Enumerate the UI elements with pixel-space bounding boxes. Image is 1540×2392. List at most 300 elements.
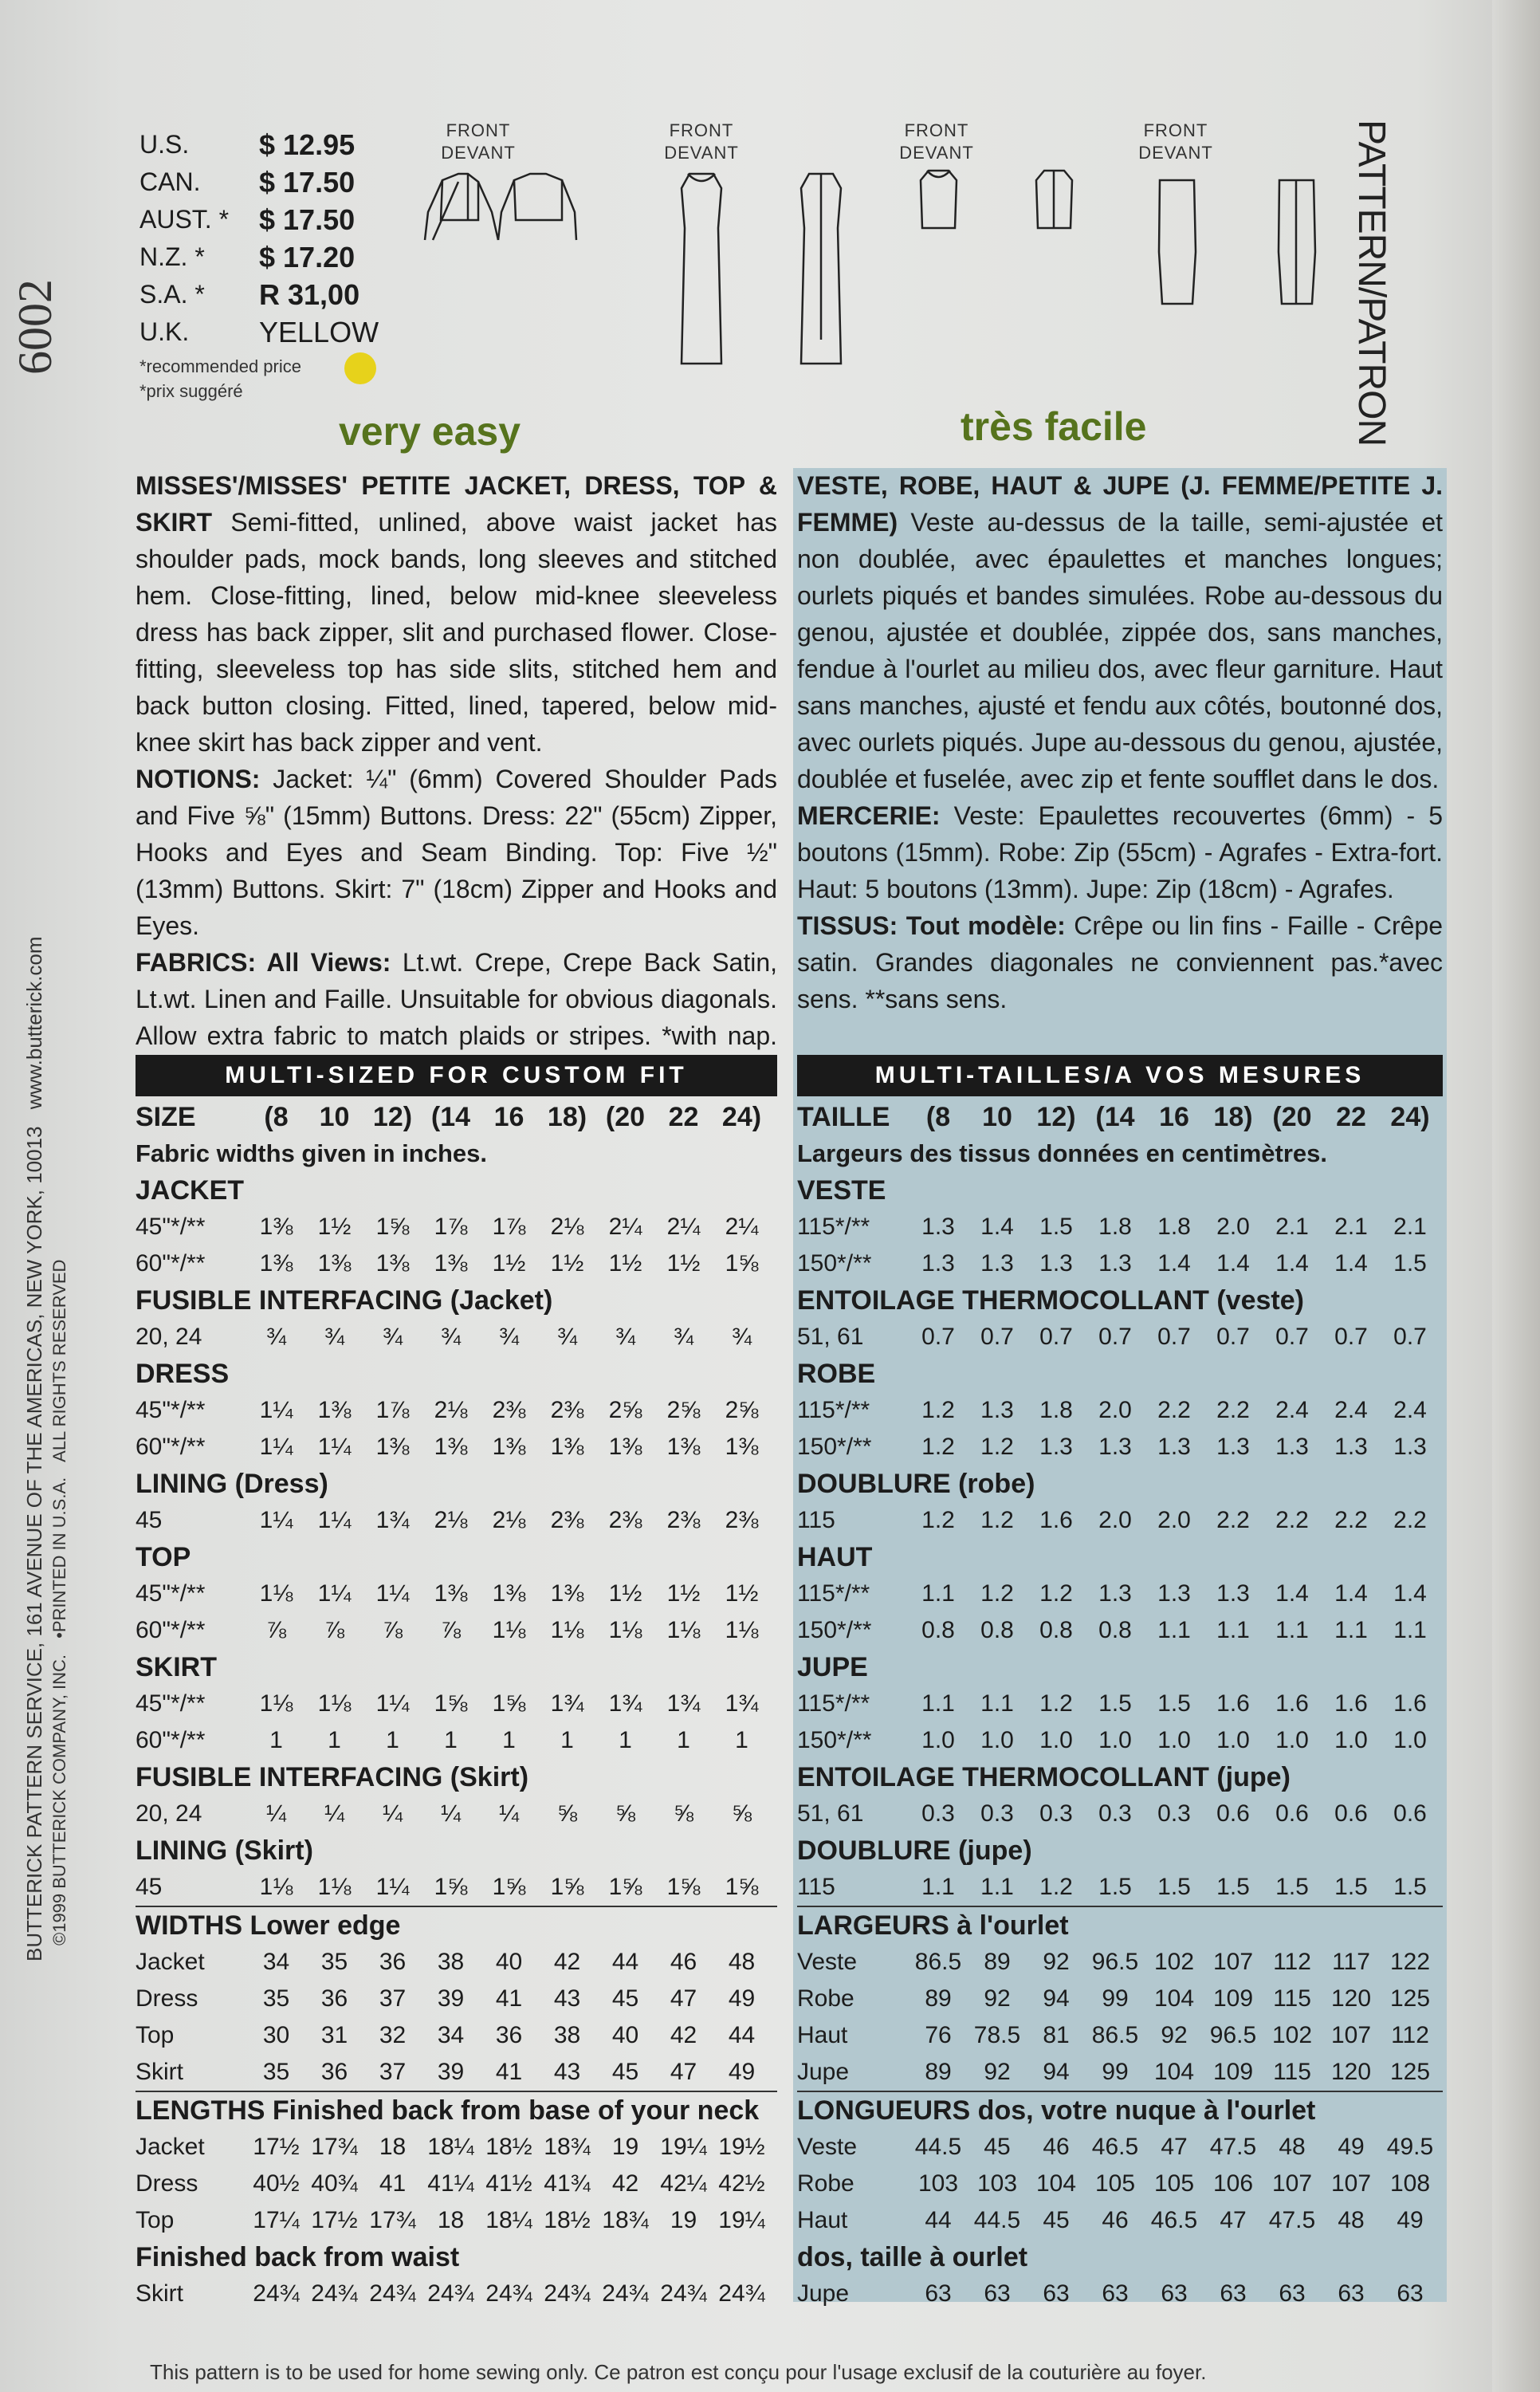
table-cell: 2⅛	[550, 1214, 584, 1240]
table-cell: 104	[1035, 2170, 1077, 2197]
table-cell: 1⅜	[259, 1214, 293, 1240]
size-header-row	[797, 1099, 1443, 1135]
table-cell: 107	[1271, 2170, 1313, 2197]
table-cell: 1.2	[921, 1507, 955, 1533]
table-cell: 0.8	[1039, 1617, 1073, 1643]
table-cell: 41	[379, 2170, 407, 2197]
table-cell: ¾	[615, 1324, 636, 1350]
table-cell: 41¾	[544, 2170, 591, 2197]
table-cell: 1.5	[1157, 1874, 1191, 1900]
table-cell: 99	[1102, 1985, 1129, 2012]
size-cell: 10	[319, 1101, 350, 1132]
table-cell: 122	[1389, 1949, 1431, 1975]
table-row	[797, 1686, 1443, 1722]
price-row	[139, 163, 379, 201]
table-cell: ¾	[324, 1324, 345, 1350]
table-cell: 104	[1153, 2059, 1195, 2085]
table-cell: 2⅜	[608, 1507, 642, 1533]
table-cell: 1⅜	[608, 1434, 642, 1460]
table-cell: 2.0	[1216, 1214, 1250, 1240]
table-cell: 1⅜	[666, 1434, 701, 1460]
price-note: *recommended price *prix suggéré	[139, 356, 301, 401]
table-cell: 96.5	[1091, 1949, 1139, 1975]
table-cell: 1	[619, 1727, 632, 1753]
table-row	[136, 1686, 777, 1722]
dress-front-back-sketch	[658, 164, 849, 372]
table-cell: 1⅜	[317, 1250, 352, 1277]
table-cell: 1½	[550, 1250, 584, 1277]
table-row	[136, 1981, 777, 2017]
table-cell: 1.3	[980, 1397, 1014, 1423]
table-cell: 1.5	[1098, 1874, 1132, 1900]
table-cell: 1.0	[1216, 1727, 1250, 1753]
table-cell: 1	[328, 1727, 341, 1753]
table-row	[136, 2129, 777, 2166]
table-cell: 1⅝	[608, 1874, 642, 1900]
table-cell: 2.0	[1098, 1507, 1132, 1533]
table-row	[136, 1869, 777, 1907]
table-cell: 34	[437, 2022, 465, 2048]
table-cell: 125	[1389, 1985, 1431, 2012]
table-row	[136, 1612, 777, 1649]
jacket-front-back-sketch	[418, 164, 578, 252]
table-cell: ¼	[265, 1800, 287, 1827]
section-heading: DRESS	[136, 1358, 230, 1389]
table-cell: 2¼	[666, 1214, 701, 1240]
table-cell: 2.1	[1393, 1214, 1427, 1240]
top-front-back-sketch	[893, 164, 1084, 260]
table-cell: 35	[262, 2059, 290, 2085]
table-cell: 1.3	[1157, 1580, 1191, 1607]
table-cell: 0.6	[1275, 1800, 1309, 1827]
table-cell: 1⅛	[550, 1617, 584, 1643]
table-cell: 1.2	[980, 1434, 1014, 1460]
table-cell: 47	[1220, 2207, 1247, 2233]
table-cell: 49.5	[1386, 2134, 1434, 2160]
table-cell: 2⅛	[434, 1507, 468, 1533]
section-heading: LINING (Skirt)	[136, 1835, 313, 1866]
table-row	[797, 2166, 1443, 2202]
price-country: N.Z. *	[139, 242, 205, 271]
table-row	[136, 1796, 777, 1832]
section-heading: FUSIBLE INTERFACING (Jacket)	[136, 1285, 553, 1316]
table-row	[136, 2054, 777, 2092]
table-cell: 45	[611, 1985, 639, 2012]
table-cell: 18½	[485, 2134, 532, 2160]
table-cell: ¾	[440, 1324, 462, 1350]
price-row	[139, 126, 379, 163]
table-cell: ⅝	[731, 1800, 752, 1827]
table-cell: 1¼	[375, 1874, 410, 1900]
table-cell: 47	[670, 1985, 697, 2012]
table-cell: 2.2	[1157, 1397, 1191, 1423]
table-cell: 1.3	[980, 1250, 1014, 1277]
table-cell: 44.5	[973, 2207, 1021, 2233]
row-label: 45	[136, 1507, 163, 1533]
table-row	[136, 2276, 777, 2312]
table-cell: 0.7	[1393, 1324, 1427, 1350]
table-cell: 92	[984, 1985, 1011, 2012]
table-cell: ⅞	[265, 1617, 287, 1643]
table-cell: 19¼	[660, 2134, 707, 2160]
table-cell: 0.7	[1275, 1324, 1309, 1350]
table-cell: 1.3	[1216, 1434, 1250, 1460]
row-label: Jupe	[797, 2059, 850, 2085]
row-label: Robe	[797, 2170, 854, 2197]
table-cell: 1⅜	[725, 1434, 759, 1460]
table-cell: 1.4	[1393, 1580, 1427, 1607]
table-cell: 38	[553, 2022, 581, 2048]
table-cell: 2⅜	[725, 1507, 759, 1533]
table-cell: 105	[1153, 2170, 1195, 2197]
row-label: Skirt	[136, 2280, 183, 2307]
table-cell: 19½	[718, 2134, 765, 2160]
price-country: S.A. *	[139, 280, 205, 309]
table-row	[797, 1722, 1443, 1759]
table-cell: 42½	[718, 2170, 765, 2197]
table-cell: ¼	[382, 1800, 403, 1827]
table-cell: 2⅛	[492, 1507, 526, 1533]
table-cell: 1.4	[980, 1214, 1014, 1240]
price-value: YELLOW	[259, 315, 379, 348]
row-label: 115*/**	[797, 1580, 870, 1607]
price-value: $ 17.50	[259, 203, 356, 236]
table-cell: 1¾	[608, 1690, 642, 1717]
table-cell: 1.2	[1039, 1580, 1073, 1607]
row-label: 115*/**	[797, 1214, 870, 1240]
table-cell: 1½	[725, 1580, 759, 1607]
size-cell: (20	[1272, 1101, 1312, 1132]
table-cell: 49	[728, 1985, 756, 2012]
row-label: 150*/**	[797, 1727, 872, 1753]
table-row	[797, 2129, 1443, 2166]
table-cell: 63	[1338, 2280, 1365, 2307]
section-heading: Finished back from waist	[136, 2241, 460, 2272]
table-cell: 47.5	[1268, 2207, 1316, 2233]
row-label: Dress	[136, 2170, 198, 2197]
table-cell: 76	[925, 2022, 952, 2048]
table-cell: 89	[984, 1949, 1011, 1975]
table-cell: 92	[1043, 1949, 1070, 1975]
table-cell: 48	[1338, 2207, 1365, 2233]
size-label: SIZE	[136, 1101, 196, 1132]
section-heading: JUPE	[797, 1651, 868, 1682]
size-cell: 12)	[1036, 1101, 1076, 1132]
table-cell: ¾	[382, 1324, 403, 1350]
row-label: 45	[136, 1874, 163, 1900]
yardage-table-english	[136, 1099, 777, 2312]
table-cell: 1.5	[1039, 1214, 1073, 1240]
row-label: Jupe	[797, 2280, 850, 2307]
table-row	[136, 1209, 777, 1245]
table-cell: 1.0	[1098, 1727, 1132, 1753]
table-cell: 1.3	[1275, 1434, 1309, 1460]
table-cell: 1.5	[1098, 1690, 1132, 1717]
table-cell: 1.0	[1157, 1727, 1191, 1753]
size-cell: (14	[430, 1101, 471, 1132]
row-label: 45"*/**	[136, 1690, 206, 1717]
table-row	[136, 1944, 777, 1981]
table-cell: 109	[1212, 1985, 1254, 2012]
row-label: 115*/**	[797, 1690, 870, 1717]
table-cell: 37	[379, 2059, 407, 2085]
table-cell: 1.1	[921, 1580, 955, 1607]
row-label: Top	[136, 2022, 175, 2048]
table-cell: 1⅝	[492, 1874, 526, 1900]
table-cell: 36	[320, 1985, 348, 2012]
table-cell: 1	[502, 1727, 516, 1753]
table-cell: 0.7	[980, 1324, 1014, 1350]
tres-facile-label: très facile	[961, 404, 1147, 449]
fabric-widths-note: Largeurs des tissus données en centimètres.	[797, 1139, 1328, 1167]
section-heading: dos, taille à ourlet	[797, 2241, 1028, 2272]
size-header-row	[136, 1099, 777, 1135]
table-cell: 1.6	[1039, 1507, 1073, 1533]
table-cell: 63	[1220, 2280, 1247, 2307]
row-label: 115	[797, 1874, 835, 1900]
table-cell: 1.3	[1098, 1250, 1132, 1277]
table-cell: 1.2	[1039, 1690, 1073, 1717]
section-heading: ROBE	[797, 1358, 876, 1389]
table-cell: 1⅝	[434, 1874, 468, 1900]
table-cell: 0.7	[1157, 1324, 1191, 1350]
row-label: Dress	[136, 1985, 198, 2012]
table-cell: 40	[495, 1949, 523, 1975]
table-cell: 2¼	[608, 1214, 642, 1240]
copyright-side-text: ©1999 BUTTERICK COMPANY, INC. •PRINTED IN U.S.A. ALL RIGHTS RESERVED	[49, 1259, 69, 1945]
row-label: 51, 61	[797, 1324, 864, 1350]
table-cell: 102	[1271, 2022, 1313, 2048]
row-label: Haut	[797, 2022, 848, 2048]
table-cell: 2⅛	[434, 1397, 468, 1423]
price-row	[139, 201, 379, 238]
table-row	[136, 1429, 777, 1465]
section-heading: LARGEURS à l'ourlet	[797, 1910, 1069, 1941]
table-cell: 24¾	[602, 2280, 649, 2307]
table-cell: 42	[611, 2170, 639, 2197]
table-cell: 120	[1330, 1985, 1372, 2012]
table-cell: 1.1	[1393, 1617, 1427, 1643]
table-cell: 96.5	[1209, 2022, 1257, 2048]
table-cell: 40	[611, 2022, 639, 2048]
table-cell: 1.5	[1334, 1874, 1368, 1900]
price-country: U.S.	[139, 130, 190, 159]
table-cell: 112	[1273, 1949, 1311, 1975]
size-cell: 18)	[547, 1101, 587, 1132]
table-row	[797, 1319, 1443, 1355]
table-cell: 0.6	[1393, 1800, 1427, 1827]
table-cell: 24¾	[427, 2280, 474, 2307]
table-cell: 1.4	[1157, 1250, 1191, 1277]
table-cell: 0.7	[1098, 1324, 1132, 1350]
row-label: Jacket	[136, 2134, 205, 2160]
table-cell: ¼	[324, 1800, 345, 1827]
section-heading: VESTE	[797, 1174, 886, 1206]
table-cell: 1.2	[980, 1580, 1014, 1607]
price-country: AUST. *	[139, 205, 230, 234]
table-row	[797, 2202, 1443, 2239]
table-cell: 1.1	[921, 1690, 955, 1717]
table-cell: 0.3	[1039, 1800, 1073, 1827]
row-label: 20, 24	[136, 1324, 202, 1350]
pattern-patron-label: PATTERN/PATRON	[1350, 120, 1393, 447]
table-cell: 40¾	[311, 2170, 358, 2197]
table-cell: 1.5	[1157, 1690, 1191, 1717]
publisher-side-text: BUTTERICK PATTERN SERVICE, 161 AVENUE OF THE AMERICAS, NEW YORK, 10013 www.butterick.com	[22, 936, 46, 1961]
table-cell: 1.3	[1393, 1434, 1427, 1460]
table-cell: 34	[262, 1949, 290, 1975]
table-cell: 2.1	[1275, 1214, 1309, 1240]
jacket-sketches: FRONT DEVANT	[418, 120, 578, 256]
table-cell: 0.6	[1216, 1800, 1250, 1827]
table-row	[797, 1502, 1443, 1539]
table-cell: 1.6	[1216, 1690, 1250, 1717]
table-cell: 1.4	[1275, 1250, 1309, 1277]
table-cell: 43	[553, 2059, 581, 2085]
table-row	[797, 2017, 1443, 2054]
top-sketches: FRONT DEVANT	[893, 120, 1084, 264]
table-cell: 2⅜	[666, 1507, 701, 1533]
table-cell: 18	[379, 2134, 407, 2160]
table-cell: ⅞	[324, 1617, 345, 1643]
table-cell: 1	[269, 1727, 283, 1753]
table-cell: 63	[1279, 2280, 1306, 2307]
table-cell: 1⅝	[725, 1250, 759, 1277]
table-cell: 1.4	[1275, 1580, 1309, 1607]
table-cell: 1⅜	[492, 1434, 526, 1460]
table-cell: 1⅜	[317, 1397, 352, 1423]
row-label: 150*/**	[797, 1250, 872, 1277]
table-cell: 1¾	[725, 1690, 759, 1717]
table-row	[797, 2276, 1443, 2312]
table-cell: 39	[437, 2059, 465, 2085]
table-cell: 1⅞	[492, 1214, 526, 1240]
table-cell: 2.2	[1393, 1507, 1427, 1533]
table-cell: 2⅜	[550, 1507, 584, 1533]
table-row	[136, 2202, 777, 2239]
table-cell: ⅝	[556, 1800, 578, 1827]
table-cell: 48	[728, 1949, 756, 1975]
table-cell: 43	[553, 1985, 581, 2012]
table-cell: 1⅜	[375, 1250, 410, 1277]
table-cell: 2⅜	[550, 1397, 584, 1423]
table-cell: 1	[735, 1727, 748, 1753]
table-cell: 0.8	[980, 1617, 1014, 1643]
section-heading: DOUBLURE (jupe)	[797, 1835, 1032, 1866]
table-cell: 63	[1397, 2280, 1424, 2307]
table-cell: 17¼	[253, 2207, 300, 2233]
table-row	[797, 1429, 1443, 1465]
table-row	[797, 1612, 1443, 1649]
price-list	[139, 126, 379, 351]
table-cell: 63	[1161, 2280, 1188, 2307]
table-cell: 1½	[666, 1250, 701, 1277]
table-cell: 1.6	[1393, 1690, 1427, 1717]
table-cell: 1⅛	[259, 1690, 293, 1717]
table-cell: 1.1	[980, 1874, 1014, 1900]
table-cell: 1.3	[1334, 1434, 1368, 1460]
table-cell: 18½	[544, 2207, 591, 2233]
table-cell: 1⅛	[492, 1617, 526, 1643]
table-cell: 2.1	[1334, 1214, 1368, 1240]
table-cell: 0.3	[1157, 1800, 1191, 1827]
table-cell: 24¾	[660, 2280, 707, 2307]
table-cell: 1.0	[1393, 1727, 1427, 1753]
section-heading: TOP	[136, 1541, 191, 1572]
table-cell: 46	[1102, 2207, 1129, 2233]
dress-sketches: FRONT DEVANT	[658, 120, 849, 376]
section-heading: ENTOILAGE THERMOCOLLANT (veste)	[797, 1285, 1304, 1316]
table-cell: ¼	[440, 1800, 462, 1827]
table-cell: 1.1	[1275, 1617, 1309, 1643]
table-cell: 1⅝	[434, 1690, 468, 1717]
table-cell: 19	[670, 2207, 697, 2233]
table-cell: ¾	[498, 1324, 520, 1350]
table-cell: 1½	[666, 1580, 701, 1607]
row-label: Veste	[797, 1949, 858, 1975]
table-cell: 1⅜	[434, 1434, 468, 1460]
section-heading: HAUT	[797, 1541, 873, 1572]
price-value: $ 17.20	[259, 240, 356, 273]
table-cell: 1.3	[1157, 1434, 1191, 1460]
table-cell: 1⅜	[434, 1580, 468, 1607]
table-cell: 48	[1279, 2134, 1306, 2160]
table-cell: 1⅜	[259, 1250, 293, 1277]
table-cell: 2.2	[1275, 1507, 1309, 1533]
table-cell: 46.5	[1150, 2207, 1198, 2233]
table-cell: 17¾	[369, 2207, 416, 2233]
table-cell: 2⅝	[608, 1397, 642, 1423]
table-cell: 1¾	[375, 1507, 410, 1533]
table-cell: 1.2	[980, 1507, 1014, 1533]
table-cell: 1¼	[375, 1580, 410, 1607]
table-cell: 17½	[253, 2134, 300, 2160]
row-label: Veste	[797, 2134, 858, 2160]
table-cell: 47	[670, 2059, 697, 2085]
table-cell: 125	[1389, 2059, 1431, 2085]
table-cell: 18¾	[544, 2134, 591, 2160]
table-cell: 41¼	[427, 2170, 474, 2197]
table-cell: 89	[925, 2059, 952, 2085]
row-label: 150*/**	[797, 1434, 872, 1460]
row-label: 115	[797, 1507, 835, 1533]
price-value: $ 12.95	[259, 128, 356, 161]
row-label: Robe	[797, 1985, 854, 2012]
table-cell: 2.4	[1393, 1397, 1427, 1423]
table-cell: 35	[262, 1985, 290, 2012]
price-country: U.K.	[139, 317, 190, 346]
table-row	[136, 1319, 777, 1355]
table-cell: 1	[677, 1727, 690, 1753]
table-cell: 1.1	[1216, 1617, 1250, 1643]
table-cell: 0.8	[921, 1617, 955, 1643]
table-cell: 1⅛	[317, 1690, 352, 1717]
row-label: 60"*/**	[136, 1434, 206, 1460]
table-cell: 1⅜	[375, 1434, 410, 1460]
table-cell: 37	[379, 1985, 407, 2012]
size-cell: 10	[982, 1101, 1012, 1132]
table-cell: 1⅝	[492, 1690, 526, 1717]
table-cell: 1¼	[259, 1434, 293, 1460]
home-sewing-footer: This pattern is to be used for home sewing only. Ce patron est conçu pour l'usage exclusif de la couturière au foyer.	[150, 2360, 1207, 2384]
size-cell: 24)	[721, 1101, 762, 1132]
table-cell: 47.5	[1209, 2134, 1257, 2160]
table-cell: 46	[670, 1949, 697, 1975]
table-cell: 0.7	[1334, 1324, 1368, 1350]
table-cell: 0.6	[1334, 1800, 1368, 1827]
row-label: 20, 24	[136, 1800, 202, 1827]
row-label: 150*/**	[797, 1617, 872, 1643]
